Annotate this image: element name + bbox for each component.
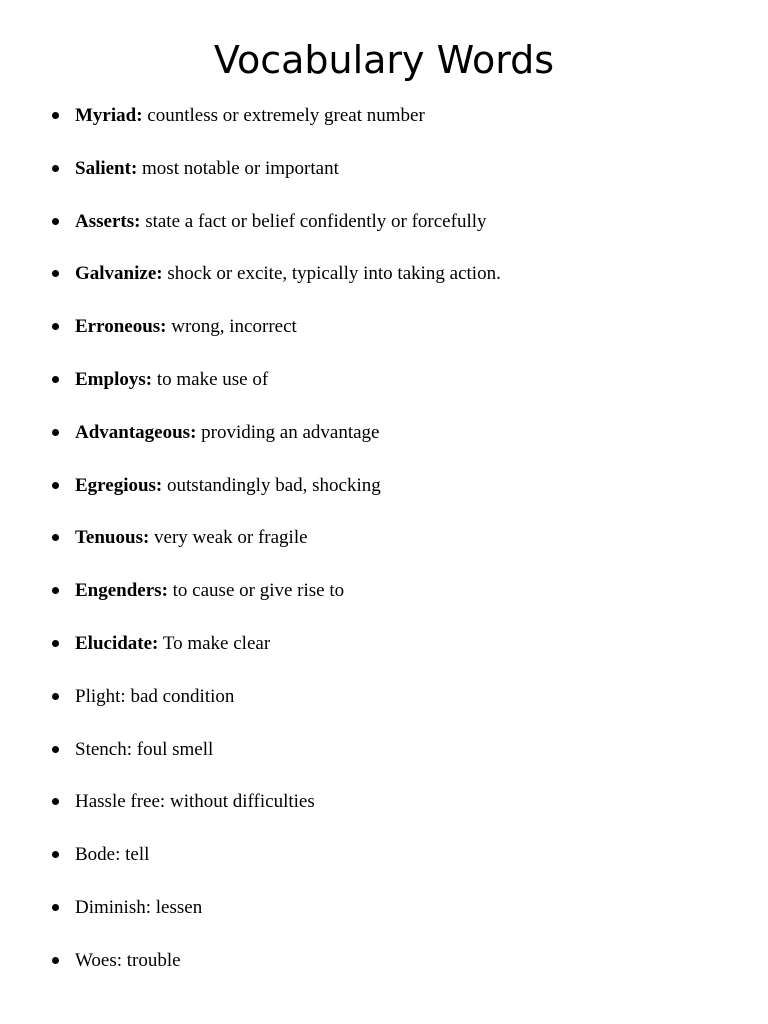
- bullet-icon: [52, 218, 59, 225]
- list-item: [0, 573, 700, 626]
- bullet-icon: [52, 746, 59, 753]
- bullet-icon: [52, 429, 59, 436]
- list-item: [0, 98, 700, 151]
- vocab-term: Galvanize:: [75, 263, 163, 285]
- bullet-icon: [52, 112, 59, 119]
- vocab-term: Employs:: [75, 368, 153, 390]
- bullet-icon: [52, 798, 59, 805]
- list-item: [0, 626, 700, 679]
- list-item: [0, 784, 700, 837]
- bullet-icon: [52, 693, 59, 700]
- vocab-term: Advantageous:: [75, 421, 197, 443]
- list-item: [0, 943, 700, 996]
- bullet-icon: [52, 482, 59, 489]
- bullet-icon: [52, 851, 59, 858]
- vocab-definition: outstandingly bad, shocking: [167, 474, 381, 496]
- vocab-term: Salient:: [75, 157, 138, 179]
- vocab-term: Elucidate:: [75, 632, 159, 654]
- bullet-icon: [52, 904, 59, 911]
- vocab-term: Asserts:: [75, 210, 141, 232]
- bullet-icon: [52, 534, 59, 541]
- vocab-definition: providing an advantage: [201, 421, 380, 443]
- vocab-definition: most notable or important: [142, 157, 339, 179]
- list-item: [0, 362, 700, 415]
- bullet-icon: [52, 165, 59, 172]
- list-item: [0, 151, 700, 204]
- page-title: Vocabulary Words: [213, 38, 555, 82]
- vocab-term: Plight:: [75, 685, 126, 707]
- vocab-definition: foul smell: [136, 738, 214, 760]
- bullet-icon: [52, 640, 59, 647]
- vocab-definition: to make use of: [156, 368, 269, 390]
- vocab-term: Tenuous:: [75, 527, 150, 549]
- list-item: [0, 204, 700, 257]
- vocab-term: Erroneous:: [75, 316, 167, 338]
- vocab-term: Myriad:: [75, 105, 143, 126]
- vocab-term: Egregious:: [75, 474, 163, 496]
- vocab-definition: very weak or fragile: [154, 527, 308, 549]
- list-item: [0, 732, 700, 785]
- list-item: [0, 468, 700, 521]
- list-item: [0, 837, 700, 890]
- vocab-term: Hassle free:: [75, 791, 166, 813]
- bullet-icon: [52, 957, 59, 964]
- list-item: [0, 256, 700, 309]
- vocab-definition: state a fact or belief confidently or forcefully: [145, 210, 487, 232]
- vocab-term: Engenders:: [75, 580, 168, 602]
- vocab-definition: without difficulties: [169, 791, 315, 813]
- bullet-icon: [52, 376, 59, 383]
- vocab-term: Woes:: [75, 949, 123, 971]
- bullet-icon: [52, 587, 59, 594]
- vocab-definition: wrong, incorrect: [171, 316, 297, 338]
- vocab-term: Bode:: [75, 844, 121, 866]
- list-item: [0, 309, 700, 362]
- vocab-definition: bad condition: [130, 685, 235, 707]
- vocabulary-list: [0, 98, 700, 996]
- vocab-definition: shock or excite, typically into taking action.: [167, 263, 501, 285]
- vocab-definition: to cause or give rise to: [172, 580, 345, 602]
- vocab-definition: tell: [125, 844, 150, 866]
- vocab-definition: lessen: [155, 896, 203, 918]
- vocab-definition: To make clear: [162, 632, 271, 654]
- list-item: [0, 415, 700, 468]
- vocab-definition: trouble: [126, 949, 181, 971]
- bullet-icon: [52, 323, 59, 330]
- list-item: [0, 679, 700, 732]
- list-item: [0, 890, 700, 943]
- vocab-definition: countless or extremely great number: [147, 105, 425, 126]
- list-item: [0, 520, 700, 573]
- bullet-icon: [52, 270, 59, 277]
- vocab-term: Stench:: [75, 738, 132, 760]
- vocab-term: Diminish:: [75, 896, 152, 918]
